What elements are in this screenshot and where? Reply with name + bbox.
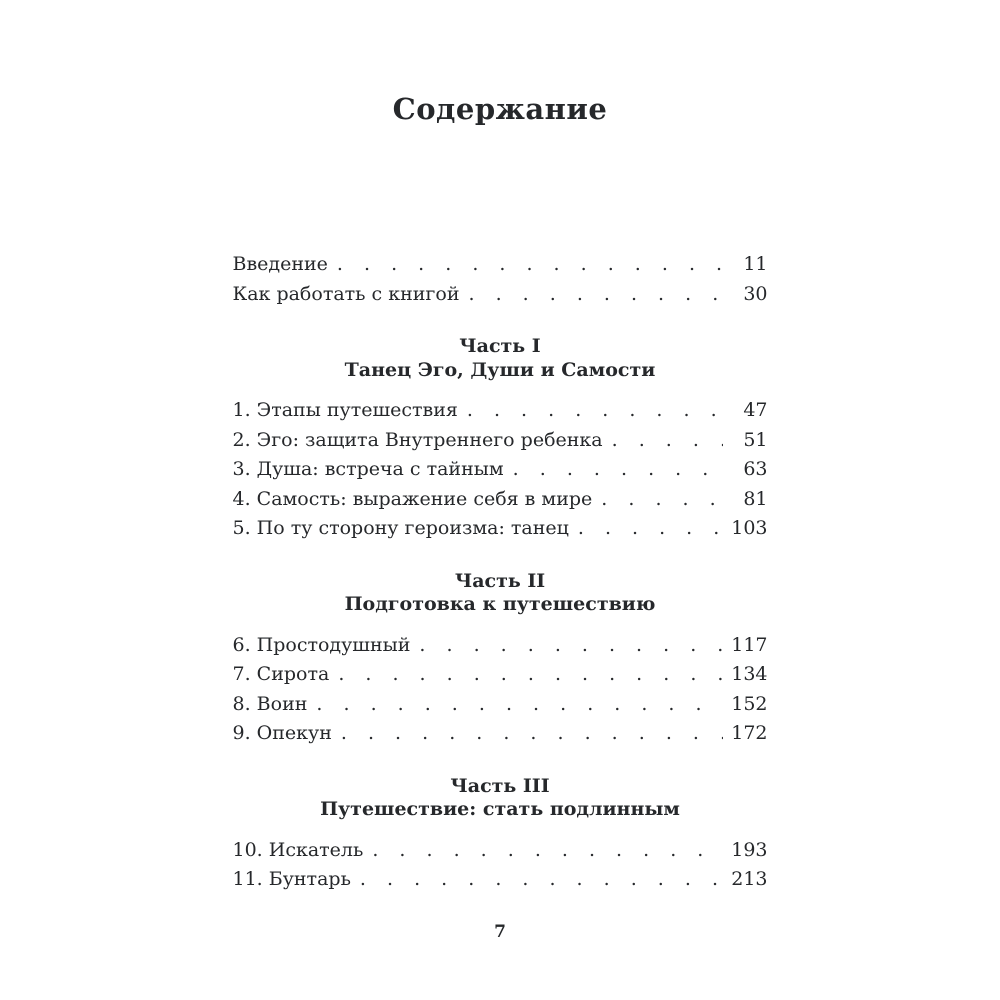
toc-entry-label: 7. Сирота	[232, 663, 330, 685]
toc-entry	[233, 426, 768, 456]
toc-entry-page: 30	[743, 282, 768, 305]
toc-entry-label: 2. Эго: защита Внутреннего ребенка	[232, 428, 603, 451]
part-subheading: Подготовка к путешествию	[344, 593, 656, 615]
toc-entry-label: 3. Душа: встреча с тайным	[232, 458, 504, 480]
dot-leader	[337, 250, 723, 280]
part-heading: Часть III	[450, 774, 550, 797]
toc-entry-label: 8. Воин	[232, 692, 308, 715]
toc-entry-label: 11. Бунтарь	[232, 868, 351, 890]
dot-leader	[419, 631, 722, 661]
toc-entry-page: 117	[731, 633, 768, 656]
toc-entry-page: 63	[743, 458, 768, 480]
part-heading: Часть I	[459, 335, 541, 357]
toc-entry-page: 193	[731, 838, 768, 861]
toc-entry-label: 6. Простодушный	[232, 633, 411, 656]
dot-leader	[513, 455, 723, 485]
toc-entry	[233, 455, 768, 485]
toc-entry	[233, 396, 768, 426]
toc-entry-page: 103	[731, 517, 768, 539]
part-subheading: Танец Эго, Души и Самости	[344, 358, 656, 381]
dot-leader	[612, 426, 723, 456]
dot-leader	[316, 690, 722, 720]
toc-entry-page: 172	[731, 722, 768, 744]
toc-entry-label: 1. Этапы путешествия	[232, 399, 458, 421]
part-header	[233, 775, 768, 822]
toc-entry-page: 81	[743, 487, 768, 510]
part-header	[233, 335, 768, 382]
toc-entry	[233, 631, 768, 661]
toc-entry-label: Как работать с книгой	[232, 282, 460, 305]
toc-entry	[233, 485, 768, 515]
dot-leader	[469, 280, 723, 310]
toc-entry-label: Введение	[232, 253, 328, 275]
dot-leader	[467, 396, 723, 426]
toc-entry	[233, 280, 768, 310]
toc-entry	[233, 250, 768, 280]
toc-entry	[233, 514, 768, 544]
part-subheading: Путешествие: стать подлинным	[320, 798, 680, 820]
toc-entry-label: 9. Опекун	[232, 722, 332, 744]
toc-entry-page: 51	[743, 428, 768, 451]
toc-entry	[233, 690, 768, 720]
toc-entry-page: 152	[731, 692, 768, 715]
toc-entry-label: 4. Самость: выражение себя в мире	[232, 487, 593, 510]
toc-entry	[233, 660, 768, 690]
dot-leader	[601, 485, 722, 515]
toc-entry-page: 11	[743, 253, 768, 275]
dot-leader	[360, 865, 723, 895]
dot-leader	[341, 719, 723, 749]
toc-entry-label: 5. По ту сторону героизма: танец	[232, 517, 569, 539]
toc-list	[233, 250, 768, 942]
toc-entry	[233, 836, 768, 866]
dot-leader	[372, 836, 722, 866]
toc-entry-page: 47	[743, 399, 768, 421]
toc-entry-label: 10. Искатель	[232, 838, 364, 861]
toc-entry-page: 213	[731, 868, 768, 890]
page-title: Содержание	[392, 92, 608, 126]
part-header	[233, 570, 768, 617]
dot-leader	[338, 660, 722, 690]
toc-entry	[233, 719, 768, 749]
page-number: 7	[494, 921, 506, 942]
part-heading: Часть II	[454, 569, 546, 592]
toc-entry	[233, 865, 768, 895]
toc-entry-page: 134	[731, 663, 768, 685]
dot-leader	[578, 514, 723, 544]
